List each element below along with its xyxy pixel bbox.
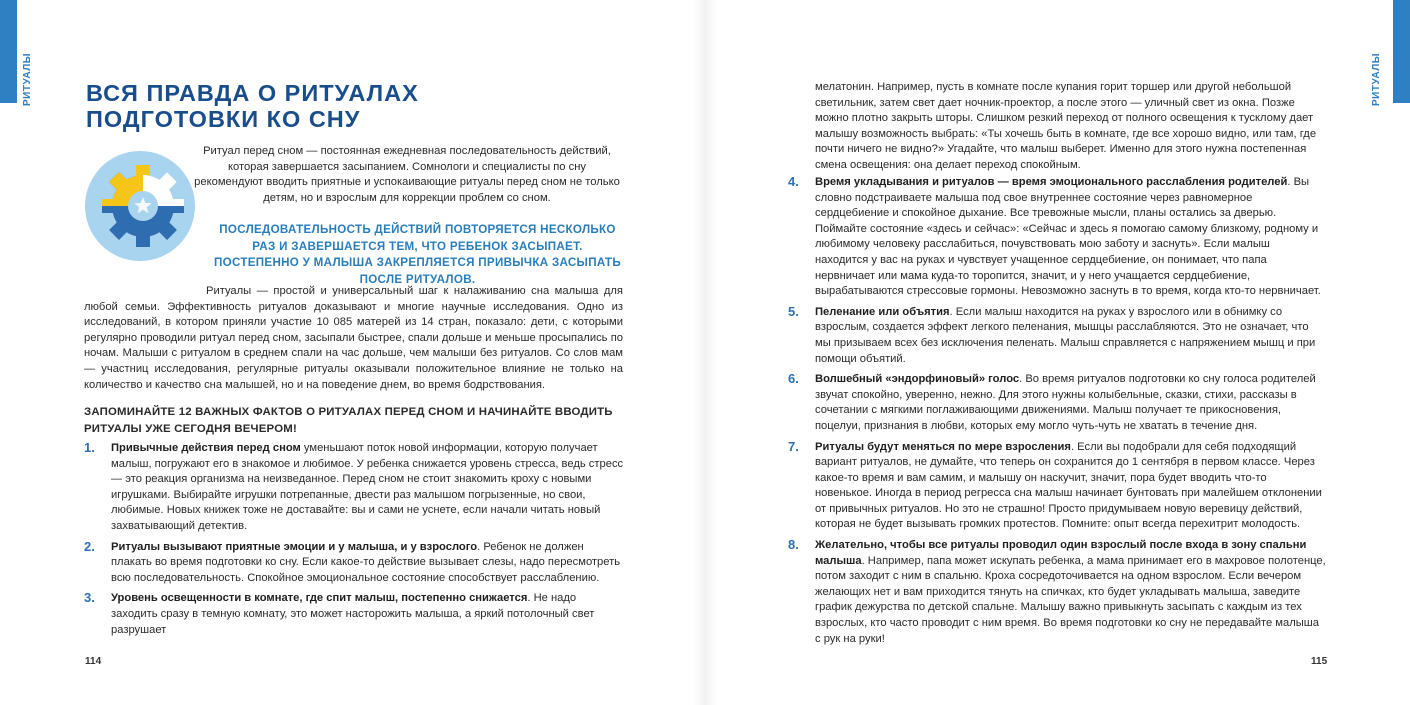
list-item-text: . Не надо заходить сразу в темную комнату, это может насторожить малыша, а яркий потолочный свет разрушает xyxy=(111,592,595,636)
list-item xyxy=(84,591,624,638)
list-item-number: 7. xyxy=(788,438,799,454)
list-item-text: . Например, папа может искупать ребенка, а мама принимает его в махровое полотенце, потом заходит с ним в спальню. Кроха сосредоточивается на одном взрослом. Если вечером желающих нет и вам приходится тянуть на спичках, кто будет укладывать малыша, заведите график дежурства по детской спальне. Малышу важно привыкнуть засыпать с каждым из тех взрослых, кто часто проводит с ним время. Во время подготовки ко сну не передавайте малыша с рук на руки! xyxy=(815,554,1326,645)
chapter-label-right: РИТУАЛЫ xyxy=(1371,52,1382,106)
list-item-text: . Вы словно подстраиваете малыша под свое внутреннее состояние через равномерное сердцебиение и спокойное дыхание. Все тревожные мысли, планы остались за дверью. Поймайте состояние «здесь и сейчас»: «Сейчас и здесь я помогаю самому близкому, родному и любимому человеку расслабиться, почувствовать мою заботу и заснуть». Если малыш находится у вас на руках и чувствует учащенное сердцебиение, он понимает, что папа нервничает или мама куда-то торопится, значит, и у него учащается сердцебиение, вырабатываются стрессовые гормоны. Невозможно заснуть в то время, когда кто-то нервничает. xyxy=(815,176,1321,298)
list-item xyxy=(788,440,1326,534)
list-item xyxy=(788,538,1326,647)
list-item-text: . Если вы подобрали для себя подходящий вариант ритуалов, не думайте, что теперь он сохранится до 1 сентября в первом классе. Через какое-то время и вам самим, и малышу он наскучит, значит, пора будет вводить что-то новенькое. Иногда в период регресса сна малыш начинает бунтовать при малейшем отклонении от привычных ритуалов. Но это не страшно! Просто придумываем новую веревицу действий, которая не будет вызывать громких протестов. Помните: опыт всегда перехитрит молодость. xyxy=(815,440,1322,531)
list-item xyxy=(788,175,1326,300)
chapter-tab-right xyxy=(1393,0,1410,103)
list-item-number: 6. xyxy=(788,371,799,387)
title-line-2: ПОДГОТОВКИ КО СНУ xyxy=(86,106,361,132)
list-item-heading: Привычные действия перед сном xyxy=(111,442,301,454)
chapter-tab-left xyxy=(0,0,17,103)
list-item-text: . Если малыш находится на руках у взрослого или в обнимку со взрослым, создается эффект легкого пеленания, мышцы расслабляются. Это не означает, что мы призываем всех без исключения пеленать. Малыш справляется с напряжением мышц и при помощи объятий. xyxy=(815,305,1316,365)
body-paragraph: Ритуалы — простой и универсальный шаг к налаживанию сна малыша для любой семьи. Эффективность ритуалов доказывают и многие научные исследования. Одно из исследований, в котором приняли участие 10 085 матерей из 14 стран, показало: дети, с которыми регулярно проводили ритуал перед сном, засыпали быстрее, спали дольше и меньше просыпались по ночам. Малыши с ритуалом в среднем спали на час дольше, чем малыши без ритуалов. Со слов мам — участниц исследования, регулярные ритуалы оказывали положительное влияние не только на количество и качество сна малышей, но и на поведение днем, во время бодрствования. xyxy=(84,285,623,391)
list-item-heading: Уровень освещенности в комнате, где спит малыш, постепенно снижается xyxy=(111,592,528,605)
section-subheading: ЗАПОМИНАЙТЕ 12 ВАЖНЫХ ФАКТОВ О РИТУАЛАХ ПЕРЕД СНОМ И НАЧИНАЙТЕ ВВОДИТЬ РИТУАЛЫ УЖЕ СЕГОДНЯ ВЕЧЕРОМ! xyxy=(84,406,613,435)
page-title xyxy=(86,80,506,132)
list-item-text: уменьшают поток новой информации, которую получает малыш, погружают его в знакомое и любимое. У ребенка снижается уровень стресса, ведь стресс — это реакция организма на неизведанное. Перед сном не стоит знакомить кроху с новыми игрушками. Выбирайте игрушки потрепанные, двести раз малышом погрызенные, но свои, любимые. Новых книжек тоже не доставайте: вы и сами не уснете, если начали читать новый захватывающий детектив. xyxy=(111,442,624,532)
list-item xyxy=(788,372,1326,434)
list-item-number: 4. xyxy=(788,174,799,189)
highlight-callout: ПОСЛЕДОВАТЕЛЬНОСТЬ ДЕЙСТВИЙ ПОВТОРЯЕТСЯ НЕСКОЛЬКО РАЗ И ЗАВЕРШАЕТСЯ ТЕМ, ЧТО РЕБЕНОК ЗАСЫПАЕТ. ПОСТЕПЕННО У МАЛЫША ЗАКРЕПЛЯЕТСЯ ПРИВЫЧКА ЗАСЫПАТЬ ПОСЛЕ РИТУАЛОВ. xyxy=(214,223,621,286)
list-item-heading: Ритуалы вызывают приятные эмоции и у малыша, и у взрослого xyxy=(111,540,478,553)
intro-paragraph: Ритуал перед сном — постоянная ежедневная последовательность действий, которая завершается засыпанием. Сомнологи и специалисты по сну рекомендуют вводить приятные и успокаивающие ритуалы перед сном не только детям, но и взрослым для коррекции проблем со сном. xyxy=(194,145,620,204)
list-item-number: 8. xyxy=(788,537,799,553)
list-item-number: 5. xyxy=(788,303,799,319)
page-number-left: 114 xyxy=(85,656,102,667)
numbered-list-left xyxy=(84,441,624,643)
page-number-right: 115 xyxy=(1311,656,1328,667)
numbered-list-right xyxy=(788,175,1326,652)
list-item-heading: Время укладывания и ритуалов — время эмоционального расслабления родителей xyxy=(815,176,1288,188)
list-item-number: 3. xyxy=(84,590,95,606)
list-item-text: . Ребенок не должен плакать во время подготовки ко сну. Если какое-то действие вызывает слезы, надо пересмотреть всю последовательность. Спокойное эмоциональное состояние способствует расслаблению. xyxy=(111,540,621,584)
list-item xyxy=(84,441,624,535)
list-item xyxy=(84,540,624,587)
list-item-heading: Желательно, чтобы все ритуалы проводил один взрослый после входа в зону спальни малыша xyxy=(815,539,1307,567)
list-item-heading: Ритуалы будут меняться по мере взросления xyxy=(815,440,1071,453)
chapter-label-left: РИТУАЛЫ xyxy=(22,52,33,106)
list-item xyxy=(788,305,1326,367)
list-item-text: . Во время ритуалов подготовки ко сну голоса родителей звучат спокойно, уверенно, нежно. Для этого нужны колыбельные, сказки, стихи, рассказы в сочетании с мягкими поглаживающими движениями. Малыш получает те прикосновения, поцелуи, признания в любви, которых ему могло чуть-чуть не хватать в течение дня. xyxy=(815,373,1316,432)
gear-star-icon xyxy=(85,151,195,261)
list-item-heading: Пеленание или объятия xyxy=(815,305,950,318)
continued-paragraph: мелатонин. Например, пусть в комнате после купания горит торшер или другой небольшой светильник, затем свет дает ночник-проектор, а после этого — уличный свет из окна. Позже можно плотно закрыть шторы. Слишком резкий переход от полного освещения к тусклому дает малышу возможность выбрать: «Ты хочешь быть в комнате, где все хорошо видно, или там, где почти ничего не видно?» Угадайте, что малыш выберет. Именно для этого нужна постепенная смена освещения: она делает переход спокойным. xyxy=(815,81,1317,171)
list-item-number: 1. xyxy=(84,440,95,455)
list-item-number: 2. xyxy=(84,538,95,554)
list-item-heading: Волшебный «эндорфиновый» голос xyxy=(815,373,1020,386)
book-gutter xyxy=(692,0,718,705)
title-line-1: ВСЯ ПРАВДА О РИТУАЛАХ xyxy=(86,80,419,106)
